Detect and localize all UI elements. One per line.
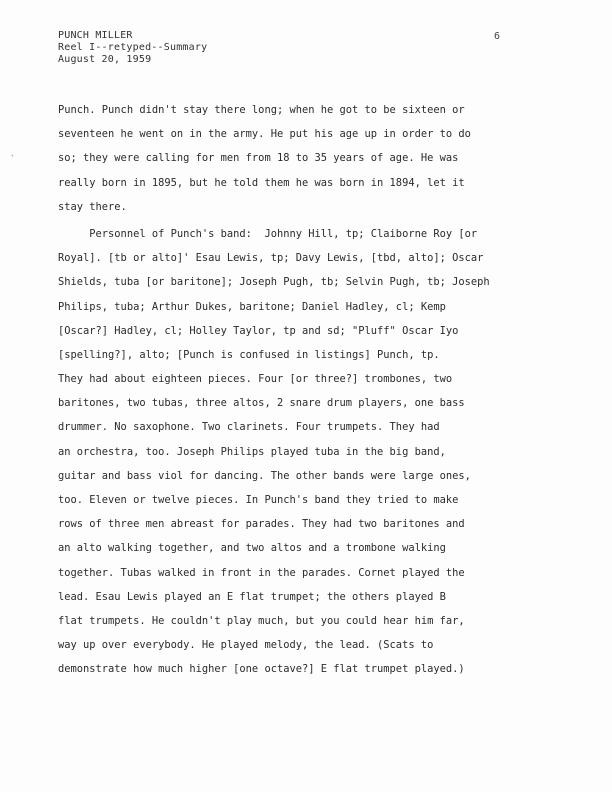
text-line: stay there.	[58, 200, 127, 213]
text-line: They had about eighteen pieces. Four [or three?] trombones, two	[58, 373, 453, 386]
document-body	[58, 98, 528, 682]
text-line: [Oscar?] Hadley, cl; Holley Taylor, tp and sd; "Pluff" Oscar Iyo	[58, 324, 459, 337]
text-line: Punch. Punch didn't stay there long; when he got to be sixteen or	[58, 104, 465, 116]
text-line: drummer. No saxophone. Two clarinets. Four trumpets. They had	[58, 421, 440, 434]
document-header	[58, 30, 207, 66]
text-line: [spelling?], alto; [Punch is confused in listings] Punch, tp.	[58, 348, 440, 361]
text-line: an alto walking together, and two altos and a trombone walking	[58, 542, 446, 555]
text-line: Personnel of Punch's band: Johnny Hill, tp; Claiborne Roy [or	[58, 227, 478, 240]
paragraph-1	[58, 98, 528, 219]
text-line: baritones, two tubas, three altos, 2 snare drum players, one bass	[58, 397, 465, 410]
text-line: Shields, tuba [or baritone]; Joseph Pugh, tb; Selvin Pugh, tb; Joseph	[58, 276, 490, 289]
text-line: together. Tubas walked in front in the parades. Cornet played the	[58, 566, 465, 579]
header-name: PUNCH MILLER	[58, 30, 133, 41]
text-line: too. Eleven or twelve pieces. In Punch's band they tried to make	[58, 494, 459, 506]
text-line: an orchestra, too. Joseph Philips played tuba in the big band,	[58, 445, 446, 458]
text-line: flat trumpets. He couldn't play much, but you could hear him far,	[58, 614, 465, 627]
header-reel: Reel I--retyped--Summary	[58, 42, 208, 53]
text-line: Philips, tuba; Arthur Dukes, baritone; Daniel Hadley, cl; Kemp	[58, 300, 446, 313]
paragraph-2	[58, 222, 528, 682]
text-line: rows of three men abreast for parades. They had two baritones and	[58, 518, 465, 531]
text-line: really born in 1895, but he told them he was born in 1894, let it	[58, 176, 465, 189]
text-line: demonstrate how much higher [one octave?] E flat trumpet played.)	[58, 663, 465, 676]
text-line: lead. Esau Lewis played an E flat trumpet; the others played B	[58, 590, 446, 603]
header-date: August 20, 1959	[58, 54, 152, 65]
text-line: Royal]. [tb or alto]' Esau Lewis, tp; Davy Lewis, [tbd, alto]; Oscar	[58, 252, 484, 265]
text-line: seventeen he went on in the army. He put his age up in order to do	[58, 128, 471, 141]
text-line: guitar and bass viol for dancing. The other bands were large ones,	[58, 469, 471, 482]
text-line: way up over everybody. He played melody, the lead. (Scats to	[58, 639, 434, 652]
text-line: so; they were calling for men from 18 to 35 years of age. He was	[58, 152, 459, 165]
margin-mark: `	[10, 155, 16, 165]
page-number: 6	[494, 31, 501, 42]
